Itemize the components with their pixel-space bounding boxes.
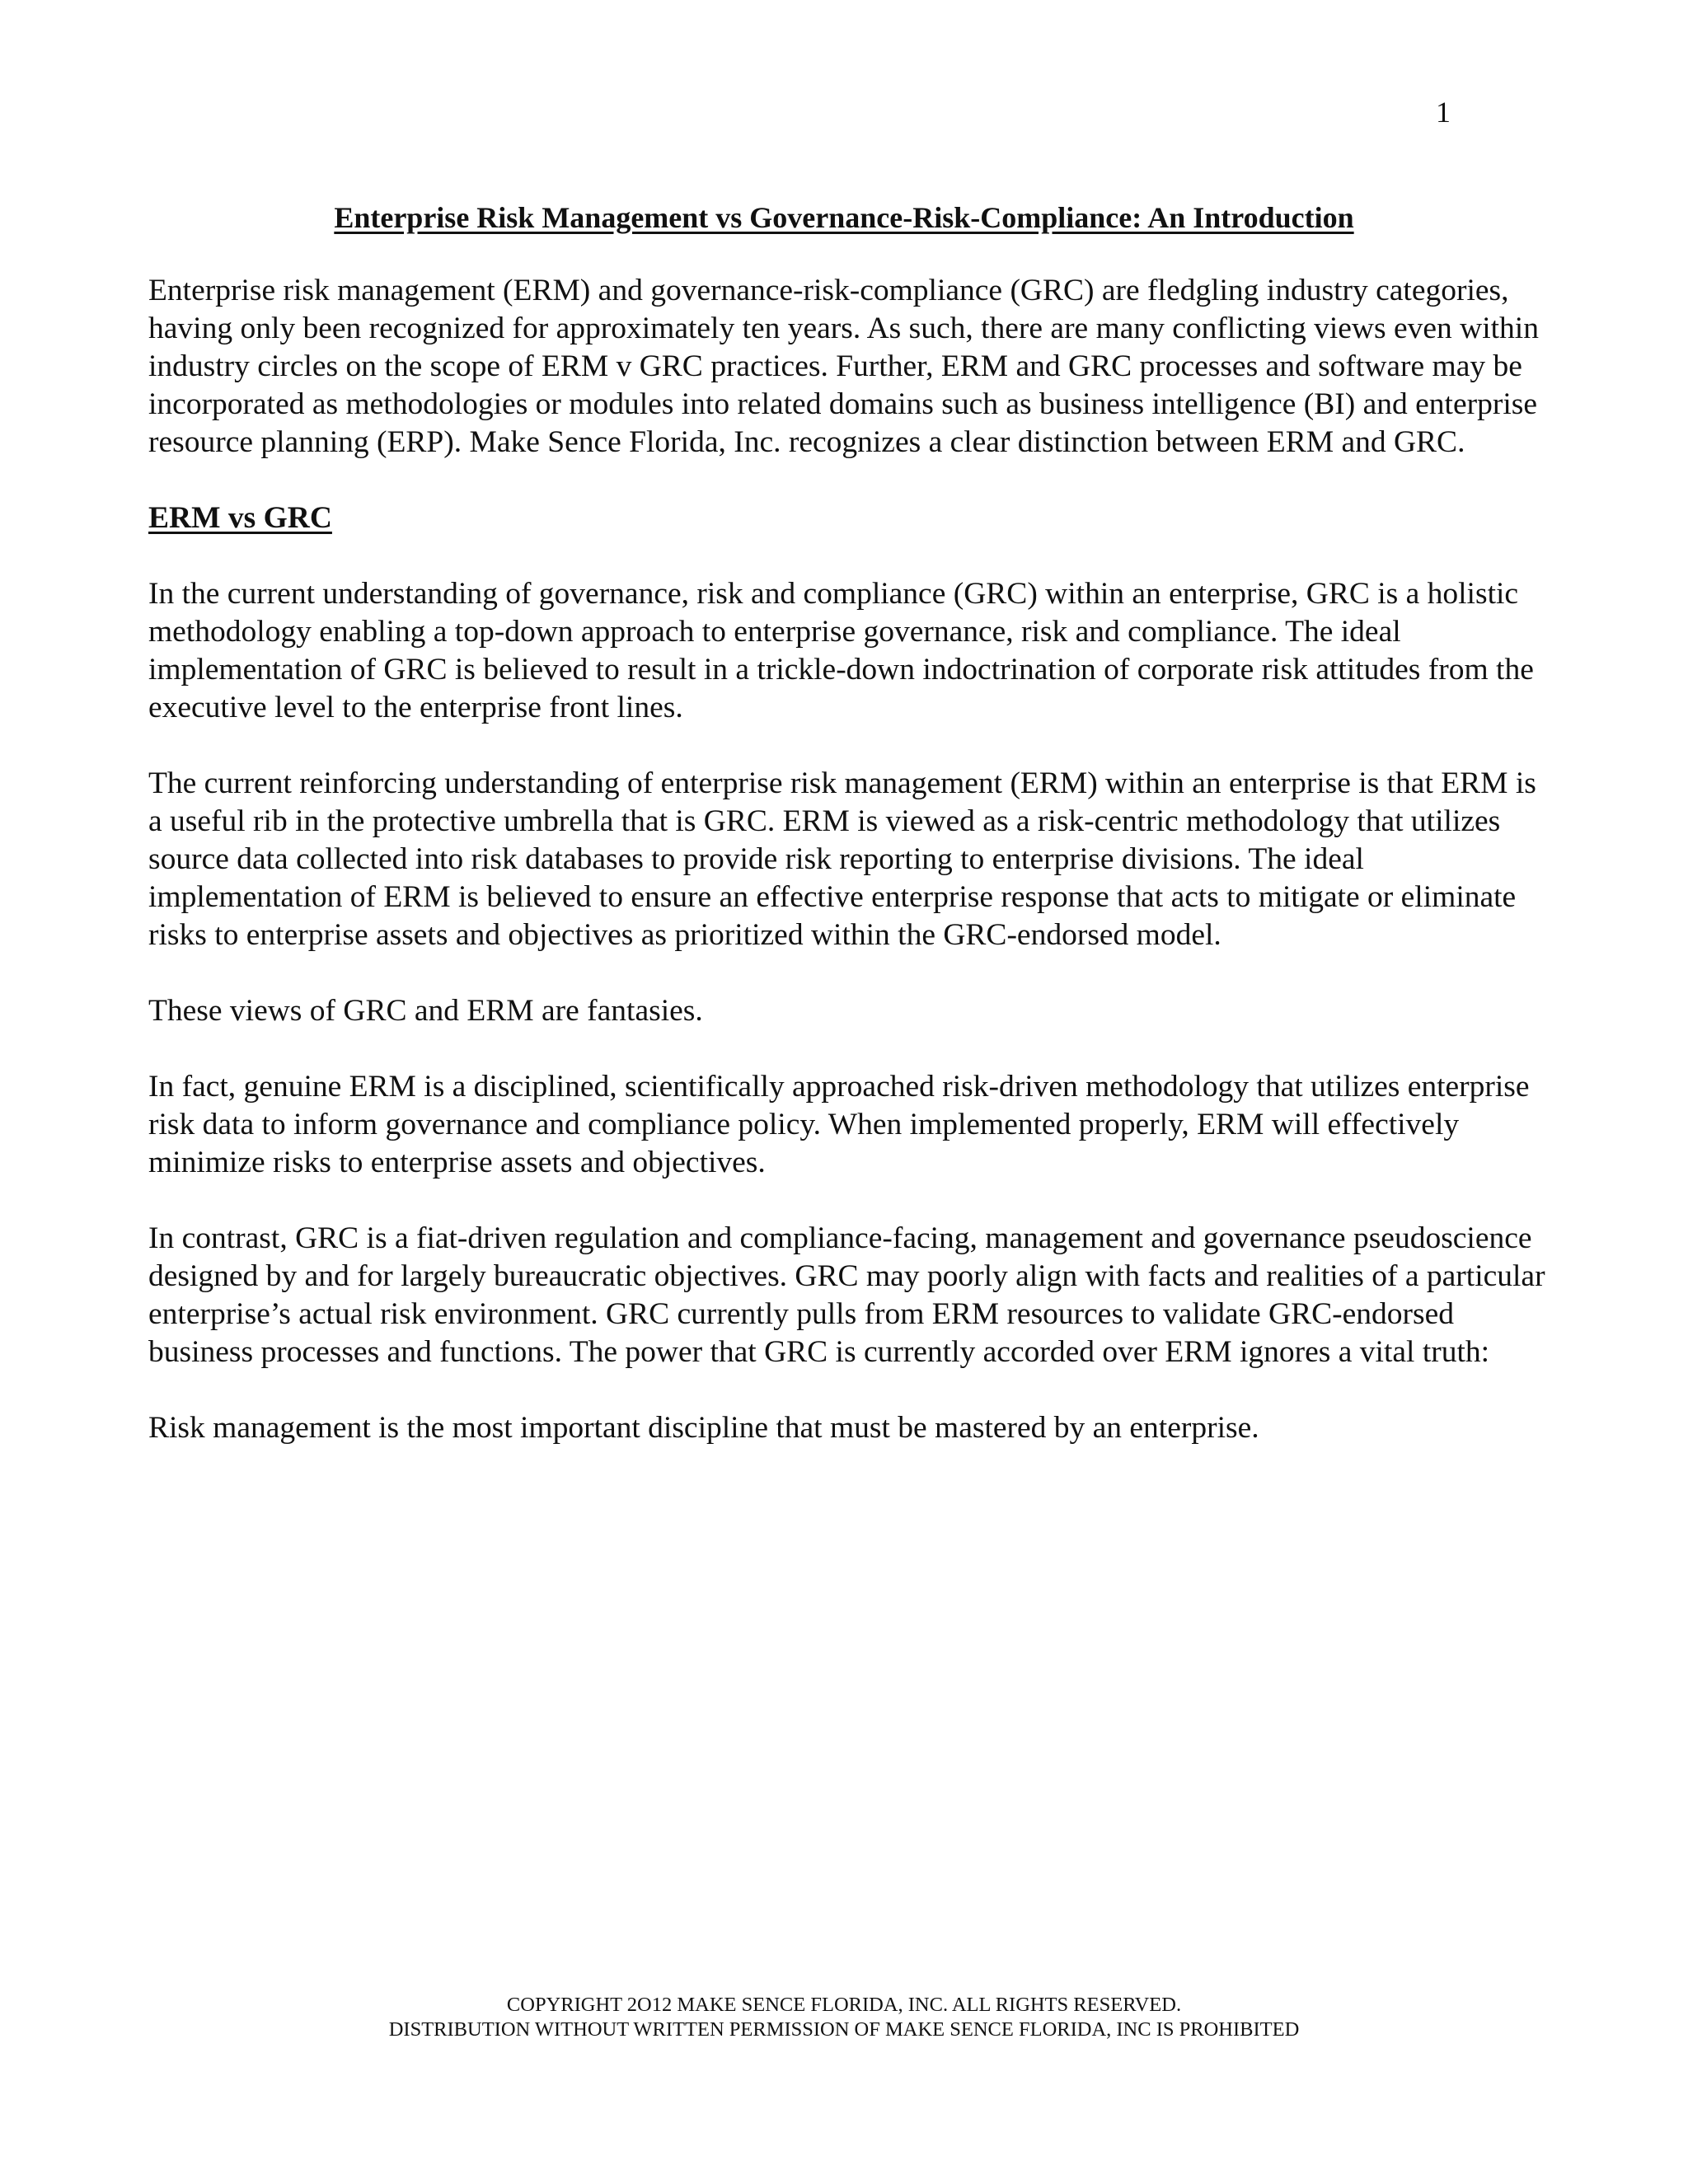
document-title: Enterprise Risk Management vs Governance-Risk-Compliance: An Introduction — [334, 201, 1354, 234]
body-paragraph: These views of GRC and ERM are fantasies. — [148, 994, 703, 1028]
document-body — [148, 272, 1550, 1485]
page-number: 1 — [1436, 96, 1451, 129]
footer-copyright-line: COPYRIGHT 2O12 MAKE SENCE FLORIDA, INC. ALL RIGHTS RESERVED. — [506, 1994, 1182, 2016]
footer-distribution-line: DISTRIBUTION WITHOUT WRITTEN PERMISSION OF MAKE SENCE FLORIDA, INC IS PROHIBITED — [388, 2018, 1300, 2041]
section-heading: ERM vs GRC — [148, 501, 332, 535]
copyright-footer — [0, 1993, 1688, 2042]
body-paragraph: In fact, genuine ERM is a disciplined, scientifically approached risk-driven methodology that utilizes enterprise risk data to inform governance and compliance policy. When implemented properly, ERM will effectively minimize risks to enterprise assets and objectives. — [148, 1070, 1530, 1179]
body-paragraph: The current reinforcing understanding of enterprise risk management (ERM) within an enterprise is that ERM is a useful rib in the protective umbrella that is GRC. ERM is viewed as a risk-centric methodology that utilizes source data collected into risk databases to provide risk reporting to enterprise divisions. The ideal implementation of ERM is believed to ensure an effective enterprise response that acts to mitigate or eliminate risks to enterprise assets and objectives as prioritized within the GRC-endorsed model. — [148, 766, 1536, 952]
intro-paragraph: Enterprise risk management (ERM) and governance-risk-compliance (GRC) are fledgling industry categories, having only been recognized for approximately ten years. As such, there are many conflicting views even within industry circles on the scope of ERM v GRC practices. Further, ERM and GRC processes and software may be incorporated as methodologies or modules into related domains such as business intelligence (BI) and enterprise resource planning (ERP). Make Sence Florida, Inc. recognizes a clear distinction between ERM and GRC. — [148, 274, 1539, 459]
body-paragraph: Risk management is the most important discipline that must be mastered by an enterprise. — [148, 1411, 1259, 1445]
body-paragraph: In the current understanding of governance, risk and compliance (GRC) within an enterprise, GRC is a holistic methodology enabling a top-down approach to enterprise governance, risk and compliance. The ideal implementation of GRC is believed to result in a trickle-down indoctrination of corporate risk attitudes from the executive level to the enterprise front lines. — [148, 577, 1534, 724]
body-paragraph: In contrast, GRC is a fiat-driven regulation and compliance-facing, management and governance pseudoscience designed by and for largely bureaucratic objectives. GRC may poorly align with facts and realities of a particular enterprise’s actual risk environment. GRC currently pulls from ERM resources to validate GRC-endorsed business processes and functions. The power that GRC is currently accorded over ERM ignores a vital truth: — [148, 1221, 1545, 1369]
